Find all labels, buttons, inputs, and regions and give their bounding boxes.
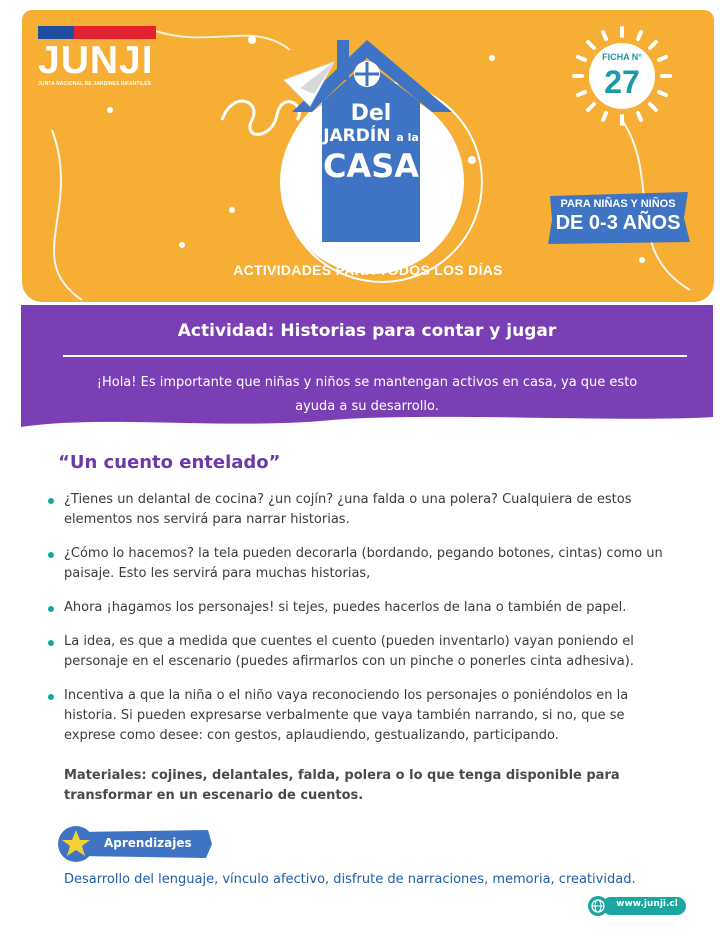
list-item-text: Ahora ¡hagamos los personajes! si tejes, puedes hacerlos de lana o también de papel.: [64, 600, 627, 615]
globe-icon-svg: [588, 896, 608, 916]
story-title: “Un cuento entelado”: [58, 452, 281, 473]
ficha-number: 27: [604, 64, 640, 100]
bullet-dot-icon: [48, 640, 54, 646]
ficha-badge: [570, 24, 674, 128]
header-banner: [22, 10, 714, 302]
list-item: [48, 490, 680, 530]
activity-intro: ¡Hola! Es importante que niñas y niños se mantengan activos en casa, ya que esto ayuda a su desarrollo.: [96, 375, 638, 414]
activity-divider: [63, 355, 687, 357]
website-link[interactable]: [588, 896, 686, 916]
ficha-label: FICHA N°: [602, 52, 642, 62]
bullet-dot-icon: [48, 694, 54, 700]
aprendizajes-badge: [58, 826, 214, 862]
logo-subtitle: JUNTA NACIONAL DE JARDINES INFANTILES: [38, 81, 152, 87]
title-jardin: [322, 126, 420, 148]
activity-title: Actividad: Historias para contar y jugar: [177, 321, 557, 341]
list-item-text: La idea, es que a medida que cuentes el cuento (pueden inventarlo) vayan poniendo el personaje en el escenario (puedes afirmarlos con un pinche o ponerles cinta adhesiva).: [64, 634, 634, 669]
list-item-text: Incentiva a que la niña o el niño vaya reconociendo los personajes o poniéndolos en la historia. Si pueden expresarse verbalmente que vaya también narrando, si no, que se exprese como desee: con gestos, aplaudiendo, gestualizando, participando.: [64, 688, 629, 743]
globe-icon: [588, 896, 608, 916]
list-item: [48, 598, 680, 618]
age-badge: [544, 190, 692, 246]
header-tagline: ACTIVIDADES PARA TODOS LOS DÍAS: [233, 262, 503, 278]
logo-wordmark: JUNJI: [38, 39, 154, 82]
list-item: [48, 632, 680, 672]
title-a-la: a la: [396, 131, 419, 144]
activity-band: [21, 305, 713, 429]
materials-text: Materiales: cojines, delantales, falda, polera o lo que tenga disponible para transformar en un escenario de cuentos.: [64, 768, 620, 803]
list-item-text: ¿Cómo lo hacemos? la tela pueden decorarla (bordando, pegando botones, cintas) como un paisaje. Esto les servirá para muchas historias,: [64, 546, 663, 581]
program-title: [322, 102, 420, 184]
website-text[interactable]: www.junji.cl: [616, 899, 678, 909]
title-jardin-word: JARDÍN: [323, 126, 391, 146]
bullet-dot-icon: [48, 498, 54, 504]
list-item-text: ¿Tienes un delantal de cocina? ¿un cojín? ¿una falda o una polera? Cualquiera de estos elementos nos servirá para narrar historias.: [64, 492, 632, 527]
list-item: [48, 686, 680, 746]
title-casa: CASA: [322, 147, 420, 185]
bullet-dot-icon: [48, 606, 54, 612]
aprendizajes-text: Desarrollo del lenguaje, vínculo afectivo, disfrute de narraciones, memoria, creatividad.: [64, 872, 636, 887]
title-del: Del: [350, 101, 392, 126]
aprendizajes-label: Aprendizajes: [104, 836, 192, 850]
bullet-dot-icon: [48, 552, 54, 558]
age-line1: PARA NIÑAS Y NIÑOS: [560, 198, 676, 210]
age-line2: DE 0-3 AÑOS: [555, 212, 681, 234]
instructions-list: [48, 490, 680, 746]
list-item: [48, 544, 680, 584]
